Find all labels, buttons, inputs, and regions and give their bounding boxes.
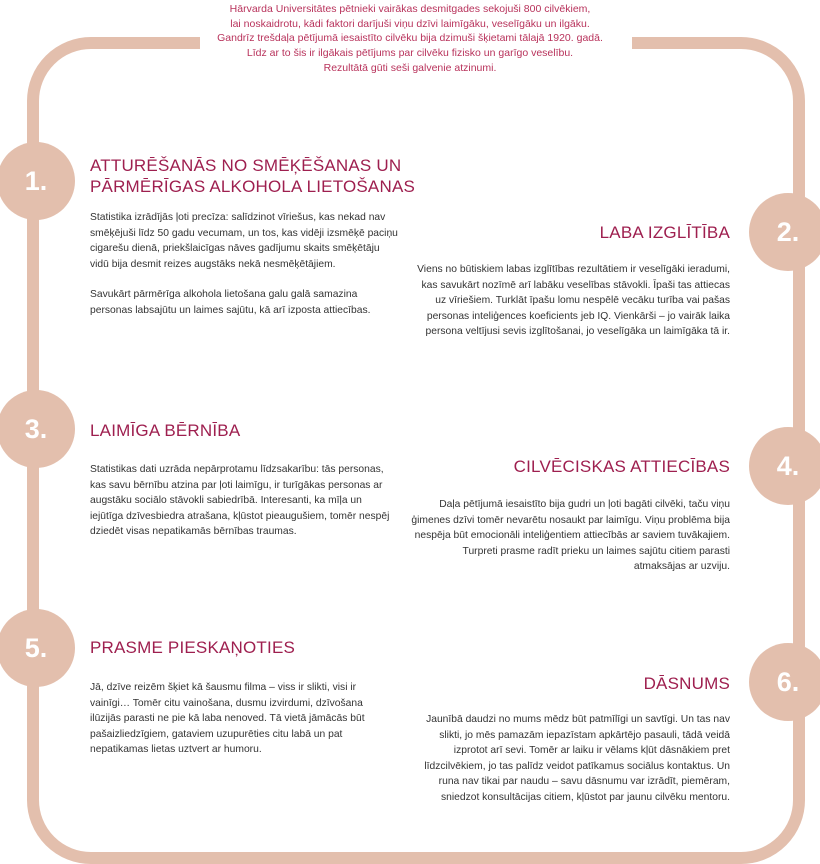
section-title-3: LAIMĪGA BĒRNĪBA xyxy=(90,421,241,440)
number-badge-2: 2. xyxy=(749,193,820,271)
section-title-2: LABA IZGLĪTĪBA xyxy=(599,223,730,242)
section-text-4 xyxy=(408,497,730,590)
intro-line: Gandrīz trešdaļa pētījumā iesaistīto cilvēku bija dzimuši šķietami tālajā 1920. gadā. xyxy=(217,32,603,45)
section-title-4: CILVĒCISKAS ATTIECĪBAS xyxy=(513,457,730,476)
section-text-1 xyxy=(90,210,398,334)
number-badge-1: 1. xyxy=(0,142,75,220)
paragraph: Statistika izrādījās ļoti precīza: salīdzinot vīriešus, kas nekad nav smēķējuši līdz 50 gadu vecumam, un tos, kas vidēji izsmēķē paciņu cigarešu dienā, priekšlaicīgas nāves gadījumu skaits smēķētāju vidū bija desmit reizes augstāks nekā nesmēķētājiem. xyxy=(90,212,398,270)
intro-line: Rezultātā gūti seši galvenie atzinumi. xyxy=(323,61,497,74)
paragraph: Daļa pētījumā iesaistīto bija gudri un ļoti bagāti cilvēki, taču viņu ģimenes dzīvi tomēr nevarētu nosaukt par laimīgu. Viņu problēma bija nespēja būt emocionāli inteliģentiem attiecībās ar saviem tuvākajiem. Turpreti prasme radīt prieku un laimes sajūtu citiem parasti atmaksājas ar uzviju. xyxy=(411,499,730,573)
section-title-1: ATTURĒŠANĀS NO SMĒĶĒŠANAS UN PĀRMĒRĪGAS ALKOHOLA LIETOŠANAS xyxy=(90,156,416,196)
intro-line: Hārvarda Universitātes pētnieki vairākas desmitgades sekojuši 800 cilvēkiem, xyxy=(229,3,591,15)
paragraph: Viens no būtiskiem labas izglītības rezultātiem ir veselīgāki ieradumi, kas savukārt nozīmē arī labāku veselības stāvokli. Īpaši tas attiecas uz vīriešiem. Turklāt īpašu lomu nespēlē vecāku turība vai pašas personas inteliģences koeficients jeb IQ. Vienkārši – jo vairāk laika persona veltījusi sevis izglītošanai, jo veselīgāka un laimīgāka tā ir. xyxy=(417,264,730,338)
section-text-5 xyxy=(90,680,386,773)
paragraph: Statistikas dati uzrāda nepārprotamu līdzsakarību: tās personas, kas savu bērnību atzina par ļoti laimīgu, ir turīgākas personas ar augstāku sociālo stāvokli sabiedrībā. Interesanti, ka mīļa un iejūtīga dzīvesbiedra atrašana, kļūstot pieaugušiem, tomēr nespēj dziedēt visas nepatikamās bērnības traumas. xyxy=(90,464,390,538)
section-title-6: DĀSNUMS xyxy=(643,674,730,693)
paragraph: Jaunībā daudzi no mums mēdz būt patmīlīgi un savtīgi. Un tas nav slikti, jo mēs pamazām iepazīstam apkārtējo pasauli, tādā veidā izprotot arī sevi. Tomēr ar laiku ir vēlams kļūt dāsnākiem pret līdzcilvēkiem, jo tas palīdz veidot patīkamus sociālus kontaktus. Un runa nav tikai par naudu – savu dāsnumu var izrādīt, piemēram, sniedzot konsultācijas citiem, kļūstot par jaunu cilvēku mentoru. xyxy=(424,714,730,803)
section-text-6 xyxy=(405,712,730,821)
intro-line: lai noskaidrotu, kādi faktori darījuši viņu dzīvi laimīgāku, veselīgāku un ilgāku. xyxy=(230,17,590,30)
section-text-3 xyxy=(90,462,396,555)
section-text-2 xyxy=(410,262,730,355)
paragraph: Savukārt pārmērīga alkohola lietošana galu galā samazina personas labsajūtu un laimes sajūtu, kā arī izposta attiecības. xyxy=(90,289,371,316)
intro-text xyxy=(150,2,670,76)
number-badge-6: 6. xyxy=(749,643,820,721)
intro-line: Līdz ar to šis ir ilgākais pētījums par cilvēku fizisko un garīgo veselību. xyxy=(246,47,574,60)
section-title-5: PRASME PIESKAŅOTIES xyxy=(90,638,296,657)
number-badge-4: 4. xyxy=(749,427,820,505)
number-badge-3: 3. xyxy=(0,390,75,468)
paragraph: Jā, dzīve reizēm šķiet kā šausmu filma – viss ir slikti, visi ir vainīgi… Tomēr citu vainošana, dusmu izvirdumi, dzīvošana ilūzijās parasti ne pie kā laba nenoved. Tā vietā jāmācās būt pašaizliedzīgiem, gataviem uzupurēties citu labā un pat nepatikamas lietas uztvert ar humoru. xyxy=(90,682,365,756)
number-badge-5: 5. xyxy=(0,609,75,687)
